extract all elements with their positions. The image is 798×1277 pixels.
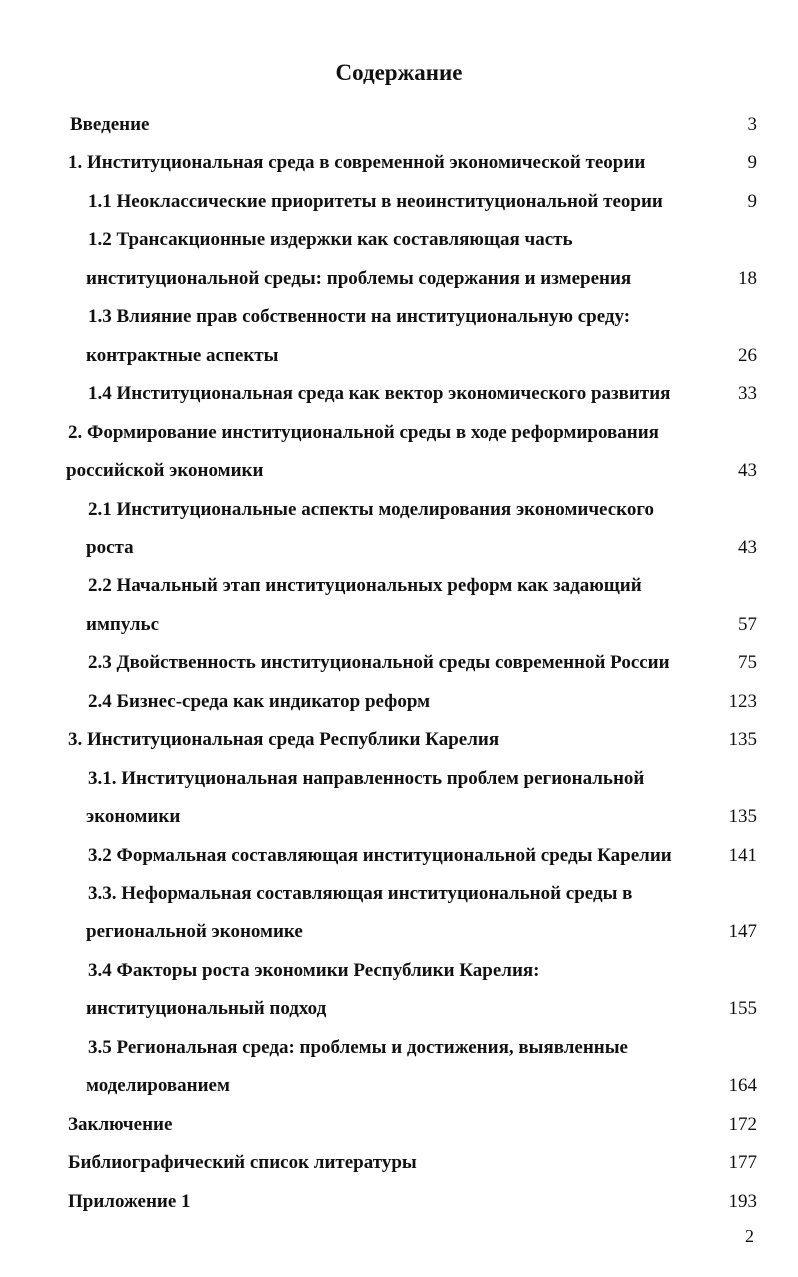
toc-entry-title: импульс bbox=[86, 613, 160, 635]
toc-entry-line bbox=[0, 456, 798, 486]
toc-entry-line bbox=[0, 495, 798, 525]
toc-entry-title: контрактные аспекты bbox=[86, 344, 279, 366]
toc-entry-line bbox=[0, 994, 798, 1024]
toc-entry-line bbox=[0, 610, 798, 640]
toc-entry-page: 3 bbox=[747, 114, 757, 135]
toc-entry-title: 2.3 Двойственность институциональной среды современной России bbox=[88, 652, 670, 674]
toc-entry-line bbox=[0, 533, 798, 563]
toc-entry-title: Библиографический список литературы bbox=[68, 1152, 417, 1174]
toc-entry-page: 18 bbox=[738, 267, 757, 289]
page-title: Содержание bbox=[335, 60, 463, 85]
toc-entry-title: 1.2 Трансакционные издержки как составляющая часть bbox=[88, 229, 573, 251]
toc-entry-line bbox=[0, 225, 798, 255]
toc-entry-line bbox=[0, 418, 798, 448]
toc-entry-page: 172 bbox=[728, 1113, 757, 1135]
toc-entry-title: 3.5 Региональная среда: проблемы и достижения, выявленные bbox=[88, 1036, 628, 1058]
toc-entry-title: региональной экономике bbox=[86, 921, 303, 943]
toc-entry-title: 2. Формирование институциональной среды в ходе реформирования bbox=[68, 421, 659, 443]
toc-entry-line bbox=[0, 841, 798, 871]
toc-entry-line bbox=[0, 1148, 798, 1178]
toc-entry-line bbox=[0, 1071, 798, 1101]
toc-entry-title: 3.1. Институциональная направленность проблем региональной bbox=[88, 767, 645, 789]
toc-entry-line bbox=[0, 264, 798, 294]
toc-entry-title: Введение bbox=[70, 114, 150, 135]
toc-entry-title: 2.2 Начальный этап институциональных реформ как задающий bbox=[88, 575, 642, 597]
toc-entry-line bbox=[0, 1033, 798, 1063]
toc-entry-line bbox=[0, 341, 798, 371]
toc-entry-title: 1.3 Влияние прав собственности на институциональную среду: bbox=[88, 306, 631, 328]
toc-entry-page: 193 bbox=[728, 1190, 757, 1212]
toc-entry-line bbox=[0, 687, 798, 717]
toc-entry-line bbox=[0, 379, 798, 409]
toc-entry-line bbox=[0, 725, 798, 755]
toc-entry-title: 3.3. Неформальная составляющая институциональной среды в bbox=[88, 883, 633, 904]
toc-entry-title: институциональной среды: проблемы содержания и измерения bbox=[86, 267, 632, 289]
toc-entry-line bbox=[0, 802, 798, 832]
toc-entry-title: роста bbox=[86, 536, 134, 558]
toc-entry-page: 164 bbox=[728, 1075, 757, 1097]
toc-entry-line bbox=[0, 302, 798, 332]
toc-entry-page: 43 bbox=[738, 536, 757, 558]
toc-entry-line bbox=[0, 571, 798, 601]
toc-entry-title: 3.4 Факторы роста экономики Республики Карелия: bbox=[88, 959, 540, 981]
toc-entry-page: 141 bbox=[728, 844, 757, 866]
toc-entry-line bbox=[0, 764, 798, 794]
toc-entry-line bbox=[0, 187, 798, 217]
toc-entry-title: 2.1 Институциональные аспекты моделирования экономического bbox=[88, 498, 655, 520]
toc-entry-title: Приложение 1 bbox=[68, 1190, 191, 1212]
toc-entry-page: 26 bbox=[738, 344, 757, 366]
toc-entry-page: 9 bbox=[747, 190, 757, 212]
toc-entry-page: 135 bbox=[728, 806, 757, 828]
toc-entry-line bbox=[0, 879, 798, 909]
toc-entry-line bbox=[0, 956, 798, 986]
toc-entry-line bbox=[0, 648, 798, 678]
page-number: 2 bbox=[745, 1226, 754, 1246]
toc-entry-title: экономики bbox=[86, 806, 181, 828]
toc-entry-page: 57 bbox=[738, 613, 757, 635]
toc-entry-page: 135 bbox=[728, 729, 757, 751]
toc-entry-page: 43 bbox=[738, 460, 757, 482]
toc-entry-title: 3.2 Формальная составляющая институциональной среды Карелии bbox=[88, 844, 672, 866]
toc-entry-page: 33 bbox=[738, 383, 757, 405]
toc-entry-page: 147 bbox=[728, 921, 757, 943]
toc-entry-page: 177 bbox=[728, 1152, 757, 1174]
toc-entry-title: 1. Институциональная среда в современной экономической теории bbox=[68, 152, 646, 174]
toc-entry-title: Заключение bbox=[68, 1113, 173, 1135]
toc-entry-title: 3. Институциональная среда Республики Карелия bbox=[68, 729, 500, 751]
toc-entry-page: 155 bbox=[728, 998, 757, 1020]
toc-entry-line bbox=[0, 110, 798, 140]
toc-entry-title: 2.4 Бизнес-среда как индикатор реформ bbox=[88, 690, 431, 712]
toc-entry-title: российской экономики bbox=[66, 460, 264, 482]
toc-entry-title: институциональный подход bbox=[86, 998, 327, 1020]
toc-entry-line bbox=[0, 1187, 798, 1217]
toc-entry-title: 1.4 Институциональная среда как вектор экономического развития bbox=[88, 383, 671, 405]
toc-entry-line bbox=[0, 148, 798, 178]
toc-entry-title: 1.1 Неоклассические приоритеты в неоинституциональной теории bbox=[88, 190, 663, 212]
toc-entry-line bbox=[0, 917, 798, 947]
toc-entry-line bbox=[0, 1110, 798, 1140]
toc-entry-page: 9 bbox=[747, 152, 757, 174]
toc-entry-page: 75 bbox=[738, 652, 757, 674]
toc-entry-page: 123 bbox=[728, 690, 757, 712]
toc-entry-title: моделированием bbox=[86, 1075, 230, 1097]
